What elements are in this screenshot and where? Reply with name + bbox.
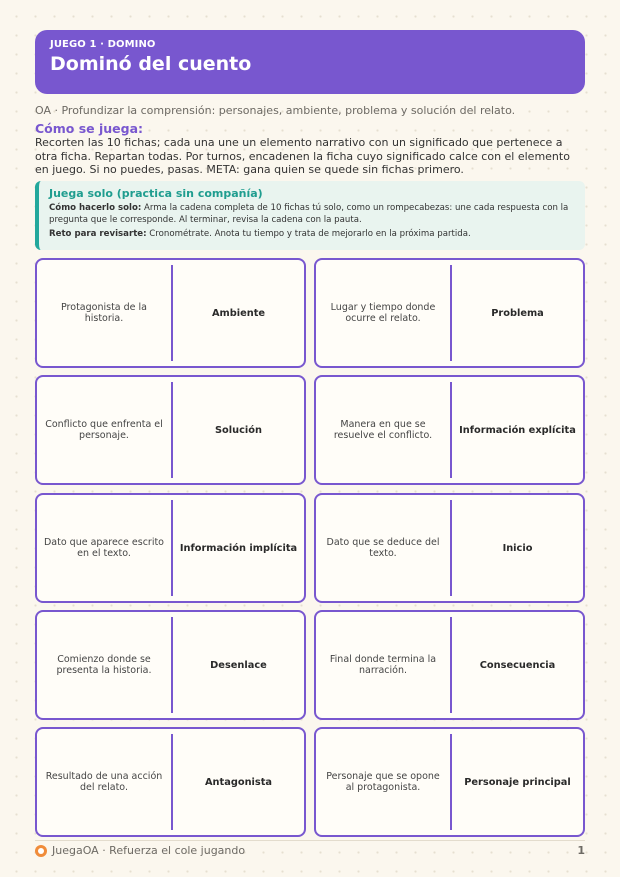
solo-play-box <box>35 181 585 250</box>
footer-divider <box>35 840 585 841</box>
how-to-play-title: Cómo se juega: <box>35 121 144 136</box>
tile-element: Antagonista <box>204 776 273 788</box>
domino-tile <box>35 258 306 368</box>
tile-element: Inicio <box>502 542 533 554</box>
tile-element: Información explícita <box>459 424 576 436</box>
page-title: Dominó del cuento <box>50 53 252 75</box>
tile-element: Desenlace <box>210 659 267 671</box>
tile-meaning: Protagonista de la historia. <box>61 302 147 324</box>
domino-tile <box>314 727 585 837</box>
tile-meaning: Dato que se deduce del texto. <box>326 537 440 559</box>
footer <box>35 844 245 857</box>
domino-tile <box>35 727 306 837</box>
tile-element: Información implícita <box>179 542 298 554</box>
tile-element: Problema <box>491 307 544 319</box>
domino-tile <box>35 610 306 720</box>
solo-title: Juega solo (practica sin compañía) <box>49 187 263 200</box>
tile-element: Solución <box>215 424 262 436</box>
domino-tile <box>35 375 306 485</box>
tile-meaning: Lugar y tiempo donde ocurre el relato. <box>330 302 436 324</box>
footer-brand: JuegaOA · Refuerza el cole jugando <box>52 844 246 857</box>
page-number: 1 <box>577 844 585 857</box>
game-kicker: JUEGO 1 · DOMINO <box>50 39 156 50</box>
solo-challenge-label: Reto para revisarte: <box>49 229 147 239</box>
tile-element: Consecuencia <box>479 659 556 671</box>
solo-challenge-line <box>49 228 575 240</box>
solo-challenge-text: Cronométrate. Anota tu tiempo y trata de mejorarlo en la próxima partida. <box>146 229 471 239</box>
learning-objective: OA · Profundizar la comprensión: personajes, ambiente, problema y solución del relato. <box>35 104 516 117</box>
solo-how-label: Cómo hacerlo solo: <box>49 203 142 213</box>
tile-meaning: Personaje que se opone al protagonista. <box>326 771 440 793</box>
tile-meaning: Resultado de una acción del relato. <box>45 771 163 793</box>
solo-how-line <box>49 202 575 226</box>
tile-meaning: Comienzo donde se presenta la historia. <box>56 654 152 676</box>
logo-icon <box>35 845 47 857</box>
tile-element: Ambiente <box>211 307 266 319</box>
tile-meaning: Conflicto que enfrenta el personaje. <box>45 419 163 441</box>
tile-meaning: Final donde termina la narración. <box>329 654 437 676</box>
domino-tile <box>314 375 585 485</box>
solo-how-text: Arma la cadena completa de 10 fichas tú solo, como un rompecabezas: une cada respuesta con la pregunta que le corresponde. Al terminar, revisa la cadena con la pauta. <box>49 203 569 225</box>
page-header <box>35 30 585 94</box>
tile-element: Personaje principal <box>464 776 571 788</box>
domino-tile <box>314 258 585 368</box>
domino-tile <box>314 610 585 720</box>
how-to-play-text: Recorten las 10 fichas; cada una une un elemento narrativo con un significado que pertenece a otra ficha. Repartan todas. Por turnos, encadenen la ficha cuyo significado calce con el elemento en juego. Si no puedes, pasas. META: gana quien se quede sin fichas primero. <box>35 136 570 176</box>
domino-tile <box>314 493 585 603</box>
domino-tile <box>35 493 306 603</box>
tile-meaning: Dato que aparece escrito en el texto. <box>43 537 164 559</box>
tile-meaning: Manera en que se resuelve el conflicto. <box>333 419 433 441</box>
